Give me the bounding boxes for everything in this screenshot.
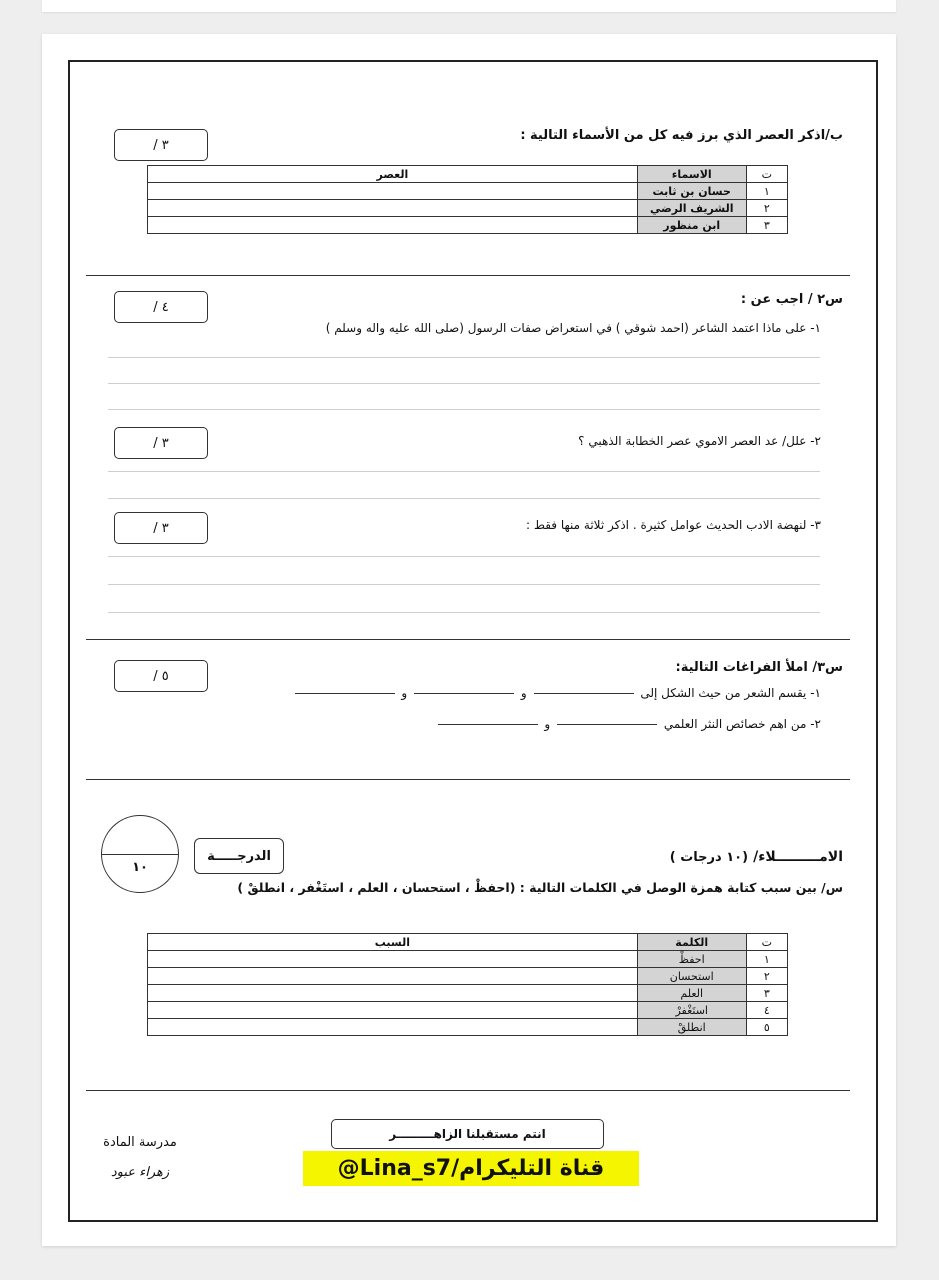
row-name: الشريف الرضي <box>637 200 746 217</box>
row-name: ابن منظور <box>637 217 746 234</box>
table-row <box>148 217 788 234</box>
header-names: الاسماء <box>637 166 746 183</box>
answer-line[interactable] <box>108 584 820 585</box>
row-number: ٢ <box>746 968 787 985</box>
reason-answer-cell[interactable] <box>148 951 638 968</box>
answer-line[interactable] <box>108 556 820 557</box>
row-word: استحسان <box>637 968 746 985</box>
blank-line[interactable] <box>534 693 634 694</box>
q3-score-box: / ٥ <box>114 660 208 692</box>
row-number: ١ <box>746 183 787 200</box>
row-number: ١ <box>746 951 787 968</box>
total-marks-circle <box>101 815 179 893</box>
blank-line[interactable] <box>438 724 538 725</box>
table-row <box>148 1019 788 1036</box>
era-answer-cell[interactable] <box>148 183 638 200</box>
answer-line[interactable] <box>108 498 820 499</box>
row-word: استَغْفرْ <box>637 1002 746 1019</box>
header-word: الكلمة <box>637 934 746 951</box>
row-number: ٢ <box>746 200 787 217</box>
q3-line2 <box>435 717 821 731</box>
header-number: ت <box>746 934 787 951</box>
blank-line[interactable] <box>295 693 395 694</box>
row-word: العلم <box>637 985 746 1002</box>
divider <box>86 639 850 640</box>
reason-answer-cell[interactable] <box>148 985 638 1002</box>
table-row <box>148 951 788 968</box>
row-word: احفظْ <box>637 951 746 968</box>
row-name: حسان بن ثابت <box>637 183 746 200</box>
divider <box>86 275 850 276</box>
q3-title: س٣/ املأ الفراغات التالية: <box>675 660 843 675</box>
table-row <box>148 183 788 200</box>
reason-answer-cell[interactable] <box>148 1002 638 1019</box>
teacher-name: زهراء عبود <box>110 1165 170 1180</box>
conj-text: و <box>520 686 527 700</box>
blank-line[interactable] <box>557 724 657 725</box>
dictation-heading <box>670 846 843 865</box>
q2-item3-text: ٣- لنهضة الادب الحديث عوامل كثيرة . اذكر ثلاثة منها فقط : <box>525 518 821 532</box>
header-reason: السبب <box>148 934 638 951</box>
row-number: ٥ <box>746 1019 787 1036</box>
teacher-title: مدرسة المادة <box>103 1135 177 1150</box>
row-number: ٣ <box>746 985 787 1002</box>
dictation-question: س/ بين سبب كتابة همزة الوصل في الكلمات التالية : (احفظْ ، استحسان ، العلم ، استَغْفر ، انطلقْ ) <box>237 880 843 895</box>
circle-divider <box>102 854 178 855</box>
previous-page-edge <box>42 0 896 12</box>
grade-label-box: الدرجـــــة <box>194 838 284 874</box>
row-number: ٣ <box>746 217 787 234</box>
conj-text: و <box>401 686 408 700</box>
reason-answer-cell[interactable] <box>148 968 638 985</box>
q2-item2-score-box: / ٣ <box>114 427 208 459</box>
dictation-title: الامـــــــــلاء/ <box>753 849 843 865</box>
table-header-row <box>148 934 788 951</box>
q2-title: س٢ / اجب عن : <box>740 292 843 307</box>
q3-line1-text: ١- يقسم الشعر من حيث الشكل إلى <box>640 686 821 700</box>
row-number: ٤ <box>746 1002 787 1019</box>
q2-item2-text: ٢- علل/ عد العصر الاموي عصر الخطابة الذهبي ؟ <box>578 434 821 448</box>
words-table <box>147 933 788 1036</box>
table-header-row <box>148 166 788 183</box>
table-row <box>148 985 788 1002</box>
q2-item1-score-box: / ٤ <box>114 291 208 323</box>
table-row <box>148 1002 788 1019</box>
header-number: ت <box>746 166 787 183</box>
section-b-score-box: / ٣ <box>114 129 208 161</box>
q3-line1 <box>292 686 821 700</box>
answer-line[interactable] <box>108 409 820 410</box>
q3-line2-text: ٢- من اهم خصائص النثر العلمي <box>663 717 821 731</box>
section-b-title: ب/اذكر العصر الذي برز فيه كل من الأسماء التالية : <box>520 128 843 143</box>
total-marks: ١٠ <box>132 860 148 875</box>
answer-line[interactable] <box>108 471 820 472</box>
telegram-watermark: @Lina_s7/قناة التليكرام <box>303 1151 639 1186</box>
dictation-marks: (١٠ درجات ) <box>669 850 749 865</box>
answer-line[interactable] <box>108 383 820 384</box>
reason-answer-cell[interactable] <box>148 1019 638 1036</box>
q2-item1-text: ١- على ماذا اعتمد الشاعر (احمد شوقي ) في استعراض صفات الرسول (صلى الله عليه واله وسلم ) <box>325 321 821 335</box>
q2-item3-score-box: / ٣ <box>114 512 208 544</box>
names-table <box>147 165 788 234</box>
answer-line[interactable] <box>108 357 820 358</box>
answer-line[interactable] <box>108 612 820 613</box>
conj-text: و <box>544 717 551 731</box>
era-answer-cell[interactable] <box>148 217 638 234</box>
table-row <box>148 968 788 985</box>
divider <box>86 1090 850 1091</box>
header-era: العصر <box>148 166 638 183</box>
era-answer-cell[interactable] <box>148 200 638 217</box>
divider <box>86 779 850 780</box>
row-word: انطلقْ <box>637 1019 746 1036</box>
blank-line[interactable] <box>414 693 514 694</box>
page-border <box>68 60 878 1222</box>
table-row <box>148 200 788 217</box>
motto-box: انتم مستقبلنا الزاهـــــــــر <box>331 1119 604 1149</box>
